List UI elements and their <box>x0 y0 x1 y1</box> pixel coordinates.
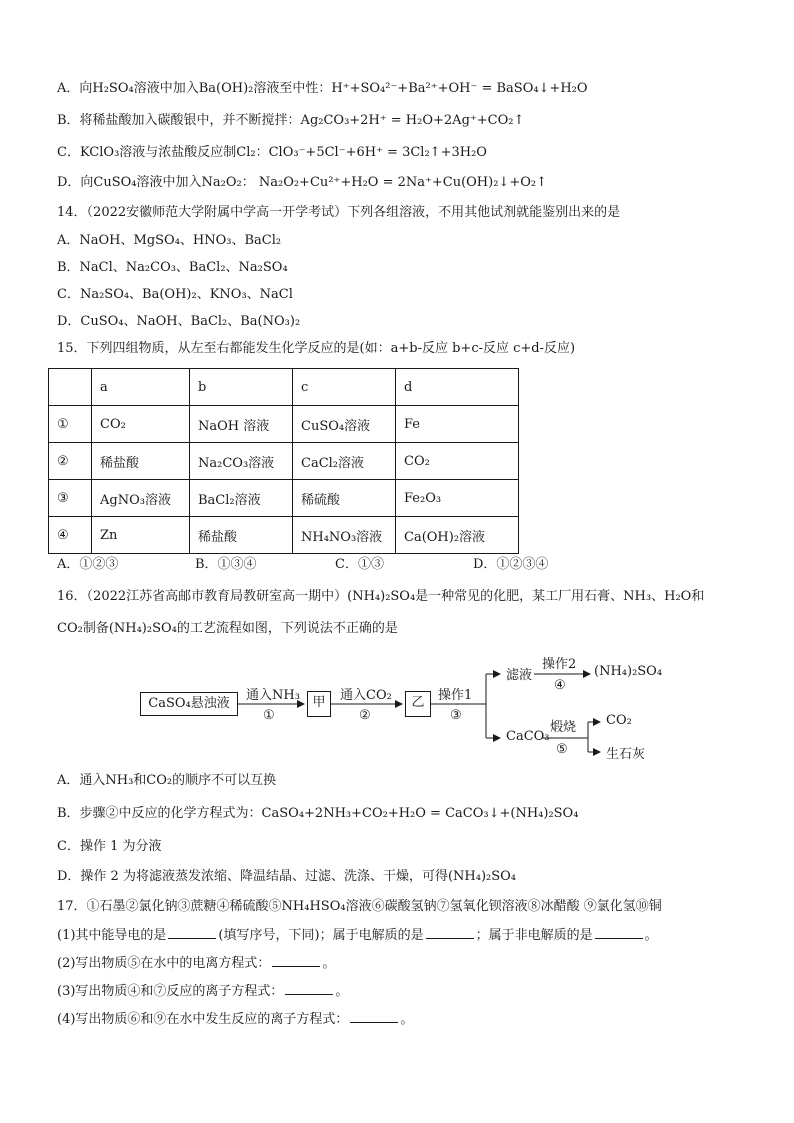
table-cell: 稀盐酸 <box>92 443 190 480</box>
q14-option-a: A．NaOH、MgSO₄、HNO₃、BaCl₂ <box>57 233 282 248</box>
table-cell: 稀硫酸 <box>293 480 396 517</box>
table-cell: BaCl₂溶液 <box>190 480 293 517</box>
table-row <box>49 480 519 517</box>
table-cell: CO₂ <box>396 443 519 480</box>
q17-part4-text: (4)写出物质⑥和⑨在水中发生反应的离子方程式： <box>57 1012 349 1027</box>
q16-option-d: D．操作 2 为将滤液蒸发浓缩、降温结晶、过滤、洗涤、干燥，可得(NH₄)₂SO₄ <box>57 869 517 884</box>
table-cell: Fe₂O₃ <box>396 480 519 517</box>
q17-part1-text-b: (填写序号，下同)；属于电解质的是 <box>218 928 424 943</box>
q17-part3-end: 。 <box>335 984 349 999</box>
table-row <box>49 517 519 554</box>
q17-part4 <box>57 1010 413 1029</box>
table-cell: 稀盐酸 <box>190 517 293 554</box>
q15-option-d: D．①②③④ <box>473 557 549 572</box>
step3-label: 操作1 <box>438 688 473 703</box>
q13-option-d: D．向CuSO₄溶液中加入Na₂O₂： Na₂O₂+Cu²⁺+H₂O = 2Na⁺+Cu(OH)₂↓+O₂↑ <box>57 175 547 190</box>
table-cell: ② <box>49 443 92 480</box>
q17-part3-text: (3)写出物质④和⑦反应的离子方程式： <box>57 984 284 999</box>
table-cell: ③ <box>49 480 92 517</box>
step3-number: ③ <box>450 708 462 723</box>
caco3-label: CaCO₃ <box>506 729 550 744</box>
product-co2: CO₂ <box>606 713 632 728</box>
answer-blank[interactable] <box>285 982 333 995</box>
q15-option-a: A．①②③ <box>57 557 119 572</box>
q16-stem-line1: 16．（2022江苏省高邮市教育局教研室高一期中）(NH₄)₂SO₄是一种常见的化肥，某工厂用石膏、NH₃、H₂O和 <box>57 589 705 604</box>
table-cell: ① <box>49 406 92 443</box>
table-cell: d <box>396 369 519 406</box>
q16-stem-line2: CO₂制备(NH₄)₂SO₄的工艺流程如图，下列说法不正确的是 <box>57 621 398 636</box>
table-cell: NaOH 溶液 <box>190 406 293 443</box>
filtrate-label: 滤液 <box>506 668 533 683</box>
q17-part4-end: 。 <box>400 1012 414 1027</box>
table-row <box>49 406 519 443</box>
step4-number: ④ <box>554 678 566 693</box>
step5-number: ⑤ <box>556 742 568 757</box>
answer-blank[interactable] <box>595 926 643 939</box>
q17-part2-text: (2)写出物质⑤在水中的电离方程式： <box>57 956 271 971</box>
q16-option-b: B．步骤②中反应的化学方程式为：CaSO₄+2NH₃+CO₂+H₂O = CaCO₃↓+(NH₄)₂SO₄ <box>57 806 579 821</box>
table-cell: Ca(OH)₂溶液 <box>396 517 519 554</box>
table-cell: NH₄NO₃溶液 <box>293 517 396 554</box>
table-cell: ④ <box>49 517 92 554</box>
table-cell: c <box>293 369 396 406</box>
answer-blank[interactable] <box>272 954 320 967</box>
q15-stem: 15．下列四组物质，从左至右都能发生化学反应的是(如：a+b-反应 b+c-反应 c+d-反应) <box>57 341 576 356</box>
table-header-row <box>49 369 519 406</box>
answer-blank[interactable] <box>350 1010 398 1023</box>
step4-label: 操作2 <box>542 657 577 672</box>
step2-label: 通入CO₂ <box>340 688 392 703</box>
step1-label: 通入NH₃ <box>246 688 300 703</box>
table-cell: CO₂ <box>92 406 190 443</box>
box-jia: 甲 <box>307 691 331 717</box>
q17-part1 <box>57 926 658 945</box>
table-cell: AgNO₃溶液 <box>92 480 190 517</box>
table-cell <box>49 369 92 406</box>
q13-option-a: A．向H₂SO₄溶液中加入Ba(OH)₂溶液至中性：H⁺+SO₄²⁻+Ba²⁺+OH⁻ = BaSO₄↓+H₂O <box>57 81 588 96</box>
q14-stem: 14．（2022安徽师范大学附属中学高一开学考试）下列各组溶液，不用其他试剂就能鉴别出来的是 <box>57 205 621 220</box>
process-flow-diagram <box>130 650 690 770</box>
q17-part3 <box>57 982 348 1001</box>
step2-number: ② <box>359 708 371 723</box>
box-caso4-suspension: CaSO₄悬浊液 <box>140 692 238 716</box>
q17-stem: 17．①石墨②氯化钠③蔗糖④稀硫酸⑤NH₄HSO₄溶液⑥碳酸氢钠⑦氢氧化钡溶液⑧冰醋酸 ⑨氯化氢⑩铜 <box>57 899 662 914</box>
q14-option-d: D．CuSO₄、NaOH、BaCl₂、Ba(NO₃)₂ <box>57 314 301 329</box>
q13-option-c: C．KClO₃溶液与浓盐酸反应制Cl₂：ClO₃⁻+5Cl⁻+6H⁺ = 3Cl₂↑+3H₂O <box>57 145 487 160</box>
q15-option-b: B．①③④ <box>195 557 257 572</box>
q15-option-c: C．①③ <box>335 557 384 572</box>
product-quicklime: 生石灰 <box>606 747 646 762</box>
table-cell: Fe <box>396 406 519 443</box>
table-cell: Na₂CO₃溶液 <box>190 443 293 480</box>
table-cell: a <box>92 369 190 406</box>
q17-part2 <box>57 954 335 973</box>
table-cell: b <box>190 369 293 406</box>
table-row <box>49 443 519 480</box>
q13-option-b: B．将稀盐酸加入碳酸银中，并不断搅拌：Ag₂CO₃+2H⁺ = H₂O+2Ag⁺+CO₂↑ <box>57 113 525 128</box>
q15-table <box>48 368 519 554</box>
q17-part1-text-a: (1)其中能导电的是 <box>57 928 167 943</box>
table-cell: CaCl₂溶液 <box>293 443 396 480</box>
box-yi: 乙 <box>405 691 431 717</box>
product-ammonium-sulfate: (NH₄)₂SO₄ <box>594 664 663 679</box>
q17-part1-text-c: ；属于非电解质的是 <box>475 928 593 943</box>
q17-part1-text-d: 。 <box>644 928 658 943</box>
q14-option-b: B．NaCl、Na₂CO₃、BaCl₂、Na₂SO₄ <box>57 260 288 275</box>
step5-label: 煅烧 <box>550 720 577 735</box>
q14-option-c: C．Na₂SO₄、Ba(OH)₂、KNO₃、NaCl <box>57 287 293 302</box>
answer-blank[interactable] <box>426 926 474 939</box>
q16-option-a: A．通入NH₃和CO₂的顺序不可以互换 <box>57 773 277 788</box>
q16-option-c: C．操作 1 为分液 <box>57 839 162 854</box>
table-cell: CuSO₄溶液 <box>293 406 396 443</box>
table-cell: Zn <box>92 517 190 554</box>
q17-part2-end: 。 <box>322 956 336 971</box>
answer-blank[interactable] <box>168 926 216 939</box>
step1-number: ① <box>263 708 275 723</box>
